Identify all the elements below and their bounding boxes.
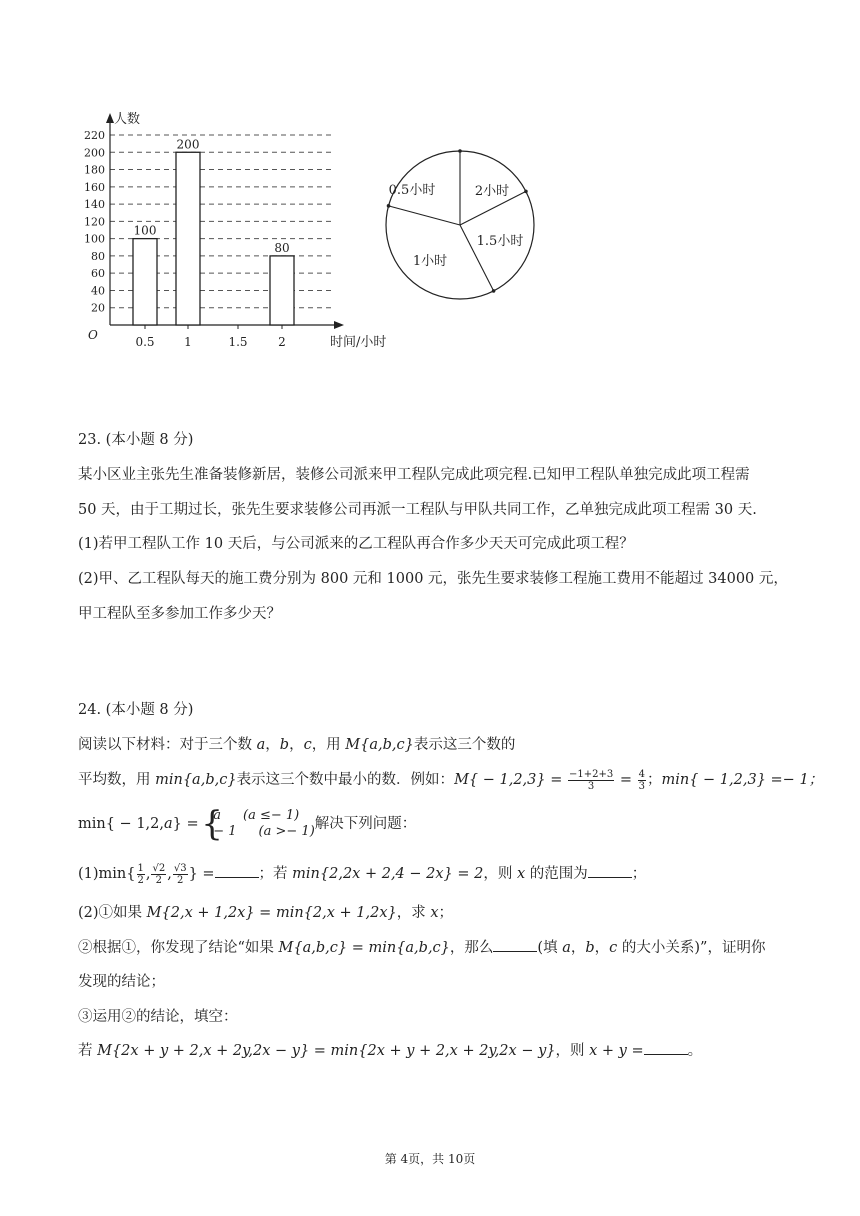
fraction-4-3: $\frac{4}{3}$ <box>638 768 645 792</box>
page-footer: 第 4页，共 10页 <box>384 1152 476 1166</box>
bar-value-label: 100 <box>133 223 157 238</box>
q24-line1: 阅读以下材料：对于三个数 a，b，c，用 M{a,b,c}表示这三个数的 <box>78 737 516 753</box>
q24-line3: min{ − 1,2,a} = { a (a ≤− 1) − 1 (a >− 1) 解决下列问题： <box>78 808 416 840</box>
y-axis-arrow <box>106 113 114 123</box>
x-tick-label: 2 <box>278 335 286 349</box>
q24-heading: 24. (本小题 8 分) <box>78 702 194 718</box>
x-tick-label: 1.5 <box>228 335 248 349</box>
answer-blank-4[interactable] <box>644 1042 688 1055</box>
piecewise-definition: { a (a ≤− 1) − 1 (a >− 1) <box>203 808 315 840</box>
figure <box>70 105 550 365</box>
answer-blank-3[interactable] <box>493 939 537 952</box>
fraction-sqrt2: $\frac{√2}{2}$ <box>152 862 166 886</box>
y-tick-label: 60 <box>91 267 105 281</box>
bar <box>176 152 200 325</box>
q24-line7: 发现的结论； <box>78 974 165 990</box>
x-tick-label: 0.5 <box>135 335 155 349</box>
y-tick-label: 20 <box>91 301 105 315</box>
x-axis-arrow <box>334 321 344 329</box>
q24-line2: 平均数，用 min{a,b,c}表示这三个数中最小的数．例如：M{ − 1,2,3} = $\frac{-1+2+3}{3}$ = $\frac{4}{3}$ ；min{ − 1,2,3} =− 1； <box>78 768 824 792</box>
y-tick-label: 220 <box>84 129 105 142</box>
y-tick-label: 200 <box>84 146 105 160</box>
pie-slice-label: 2小时 <box>474 184 510 199</box>
pie-slice-point <box>458 149 462 153</box>
q23-heading: 23. (本小题 8 分) <box>78 432 194 448</box>
q23-line1: 某小区业主张先生准备装修新居，装修公司派来甲工程队完成此项完程.已知甲工程队单独完成此项工程需 <box>78 467 750 483</box>
bar-value-label: 80 <box>274 240 290 255</box>
bar <box>270 256 294 325</box>
pie-slice-point <box>387 204 391 208</box>
fraction-mean: $\frac{-1+2+3}{3}$ <box>569 768 614 792</box>
bar <box>133 239 157 325</box>
q23-line2: 50 天，由于工期过长，张先生要求装修公司再派一工程队与甲队共同工作，乙单独完成此项工程需 30 天. <box>78 502 757 518</box>
y-tick-label: 160 <box>84 180 105 194</box>
fraction-sqrt3: $\frac{√3}{2}$ <box>173 862 187 886</box>
answer-blank-1[interactable] <box>215 865 259 878</box>
pie-chart <box>382 147 542 307</box>
fraction-half: $\frac{1}{2}$ <box>137 862 144 886</box>
q24-line9: 若 M{2x + y + 2,x + 2y,2x − y} = min{2x + y + 2,x + 2y,2x − y}，则 x + y = 。 <box>78 1043 703 1059</box>
pie-slice-label: 1.5小时 <box>476 234 524 249</box>
pie-slice-label: 1小时 <box>412 254 448 269</box>
pie-slice-point <box>524 190 528 194</box>
y-tick-label: 120 <box>84 215 105 229</box>
y-tick-label: 80 <box>91 249 105 263</box>
y-tick-label: 180 <box>84 163 105 177</box>
y-tick-label: 40 <box>91 284 105 298</box>
pie-slice-point <box>492 289 496 293</box>
origin-label: O <box>88 328 98 342</box>
bar-chart <box>70 105 410 365</box>
q23-line5: 甲工程队至多参加工作多少天？ <box>78 606 281 622</box>
y-tick-label: 140 <box>84 198 105 212</box>
q24-line6: ②根据①，你发现了结论“如果 M{a,b,c} = min{a,b,c}，那么 (填 a，b，c 的大小关系)”，证明你 <box>78 940 766 956</box>
x-axis-label: 时间/小时 <box>330 335 387 350</box>
q24-line4: (1)min{ $\frac{1}{2}$ , $\frac{√2}{2}$ , $\frac{√3}{2}$ } = ；若 min{2,2x + 2,4 − 2x} = 2，则 x 的范围为 ； <box>78 862 647 886</box>
bar-value-label: 200 <box>176 137 200 152</box>
q23-line4: (2)甲、乙工程队每天的施工费分别为 800 元和 1000 元，张先生要求装修工程施工费用不能超过 34000 元， <box>78 571 788 587</box>
q24-line5: (2)①如果 M{2,x + 1,2x} = min{2,x + 1,2x}，求 x； <box>78 905 454 921</box>
y-tick-label: 100 <box>84 232 105 246</box>
q24-line8: ③运用②的结论，填空： <box>78 1009 238 1025</box>
y-axis-label: 人数 <box>114 112 141 127</box>
x-tick-label: 1 <box>184 335 192 349</box>
q23-line3: (1)若甲工程队工作 10 天后，与公司派来的乙工程队再合作多少天天可完成此项工程？ <box>78 536 634 552</box>
answer-blank-2[interactable] <box>588 865 632 878</box>
pie-slice-label: 0.5小时 <box>388 183 436 198</box>
